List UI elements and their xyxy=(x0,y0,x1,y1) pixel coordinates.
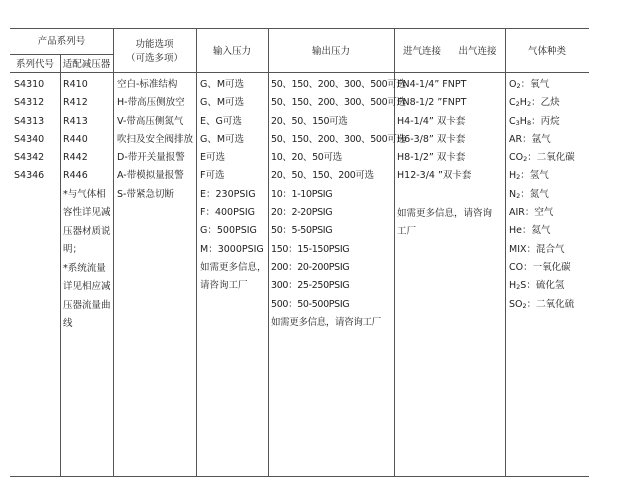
column-divider xyxy=(196,28,197,476)
function-option: V-带高压侧氮气 xyxy=(117,115,184,127)
function-option: 空白-标准结构 xyxy=(117,79,178,90)
gas-type-item: $C_3H_8$：丙烷 xyxy=(509,115,560,127)
header-matched-regulator: 适配减压器 xyxy=(62,59,111,70)
input-pressure-item: F可选 xyxy=(200,170,225,182)
connection-item: H12-3/4 ”双卡套 xyxy=(397,170,472,182)
header-outlet-connection: 出气连接 xyxy=(458,46,497,57)
output-pressure-item: 10、20、50可选 xyxy=(271,152,342,164)
series-code: S4346 xyxy=(14,170,45,182)
output-pressure-item: 50、150、200、300、500可选 xyxy=(271,79,406,90)
header-output-pressure: 输出压力 xyxy=(311,46,350,57)
header-sub-divider xyxy=(10,54,113,55)
header-function-options: 功能选项 xyxy=(135,39,174,50)
output-pressure-item: 50：5-50PSIG xyxy=(271,225,333,237)
input-pressure-list xyxy=(200,76,267,296)
gas-type-item: He：氦气 xyxy=(509,225,551,237)
regulator-model: R440 xyxy=(63,133,88,145)
connection-note: 如需更多信息，请咨询工厂 xyxy=(397,208,493,238)
input-pressure-item: E、G可选 xyxy=(200,115,242,127)
regulator-model: R442 xyxy=(63,152,88,164)
input-pressure-item: M：3000PSIG xyxy=(200,243,264,255)
gas-type-item: $H_2$：氢气 xyxy=(509,170,549,182)
output-pressure-item: 20、50、150可选 xyxy=(271,115,348,127)
input-pressure-item: E：230PSIG xyxy=(200,188,256,200)
gas-type-item: $CO_2$：二氧化碳 xyxy=(509,152,575,164)
regulator-model: R446 xyxy=(63,170,88,182)
header-inlet-connection: 进气连接 xyxy=(402,46,441,57)
gas-type-item: $H_2S$：硫化氢 xyxy=(509,280,565,292)
output-pressure-item: 200：20-200PSIG xyxy=(271,261,350,273)
output-pressure-item: 50、150、200、300、500可选 xyxy=(271,133,406,145)
input-pressure-item: F：400PSIG xyxy=(200,207,256,219)
regulator-compatibility-note: *与气体相容性详见减压器材质说明； xyxy=(63,189,111,255)
column-divider xyxy=(60,54,61,476)
header-series-code: 系列代号 xyxy=(15,59,54,70)
regulator-model: R413 xyxy=(63,115,88,127)
output-pressure-item: 150：15-150PSIG xyxy=(271,243,350,255)
regulator-model: R412 xyxy=(63,97,88,109)
series-code: S4312 xyxy=(14,97,45,109)
connection-item: H6-3/8” 双卡套 xyxy=(397,133,466,145)
connection-item: FN4-1/4” FNPT xyxy=(397,79,467,90)
function-options-list xyxy=(117,76,193,204)
table-bottom-border xyxy=(10,476,589,477)
output-pressure-item: 如需更多信息，请咨询工厂 xyxy=(271,316,381,328)
gas-type-item: AR：氩气 xyxy=(509,133,551,145)
connection-list xyxy=(397,76,471,186)
table-top-border xyxy=(10,28,589,29)
function-option: A-带模拟量报警 xyxy=(117,170,184,182)
input-pressure-item: 如需更多信息， xyxy=(200,261,267,273)
header-product-series: 产品系列号 xyxy=(37,36,86,47)
function-option: H-带高压侧放空 xyxy=(117,97,185,109)
input-pressure-item: G、M可选 xyxy=(200,133,245,145)
connection-item: FN8-1/2 ”FNPT xyxy=(397,97,467,109)
input-pressure-item: 请咨询工厂 xyxy=(200,280,248,292)
series-code-list xyxy=(14,76,44,186)
output-pressure-item: 300：25-250PSIG xyxy=(271,280,350,292)
regulator-list xyxy=(63,76,88,186)
gas-type-item: MIX：混合气 xyxy=(509,243,565,255)
connection-item: H4-1/4” 双卡套 xyxy=(397,115,466,127)
gas-type-item: AIR：空气 xyxy=(509,207,554,219)
function-option: 吹扫及安全阀排放 xyxy=(117,133,194,145)
series-code: S4310 xyxy=(14,79,45,90)
output-pressure-list xyxy=(271,76,406,332)
gas-type-list xyxy=(509,76,575,314)
output-pressure-item: 10：1-10PSIG xyxy=(271,188,333,200)
input-pressure-item: E可选 xyxy=(200,152,226,164)
gas-type-item: CO：一氧化碳 xyxy=(509,261,571,273)
gas-type-item: $O_2$：氧气 xyxy=(509,79,550,90)
column-divider xyxy=(113,28,114,476)
input-pressure-item: G、M可选 xyxy=(200,79,245,90)
input-pressure-item: G、M可选 xyxy=(200,97,245,109)
function-option: D-带开关量报警 xyxy=(117,152,185,164)
header-input-pressure: 输入压力 xyxy=(212,46,251,57)
output-pressure-item: 500：50-500PSIG xyxy=(271,298,350,310)
header-function-options-note: （可选多项） xyxy=(125,53,183,64)
connection-item: H8-1/2” 双卡套 xyxy=(397,152,466,164)
input-pressure-item: G：500PSIG xyxy=(200,225,257,237)
series-code: S4313 xyxy=(14,115,45,127)
series-code: S4340 xyxy=(14,133,45,145)
gas-type-item: $C_2H_2$：乙炔 xyxy=(509,97,560,109)
output-pressure-item: 20：2-20PSIG xyxy=(271,207,333,219)
function-option: S-带紧急切断 xyxy=(117,188,174,200)
header-bottom-border xyxy=(10,72,589,73)
column-divider xyxy=(268,28,269,476)
regulator-flow-note: *系统流量详见相应减压器流量曲线 xyxy=(63,263,111,329)
header-gas-types: 气体种类 xyxy=(527,46,566,57)
column-divider xyxy=(505,28,506,476)
series-code: S4342 xyxy=(14,152,45,164)
regulator-model: R410 xyxy=(63,79,88,90)
gas-type-item: $SO_2$：二氧化硫 xyxy=(509,298,575,310)
gas-type-item: $N_2$：氮气 xyxy=(509,188,549,200)
output-pressure-item: 20、50、150、200可选 xyxy=(271,170,374,182)
output-pressure-item: 50、150、200、300、500可选 xyxy=(271,97,406,109)
